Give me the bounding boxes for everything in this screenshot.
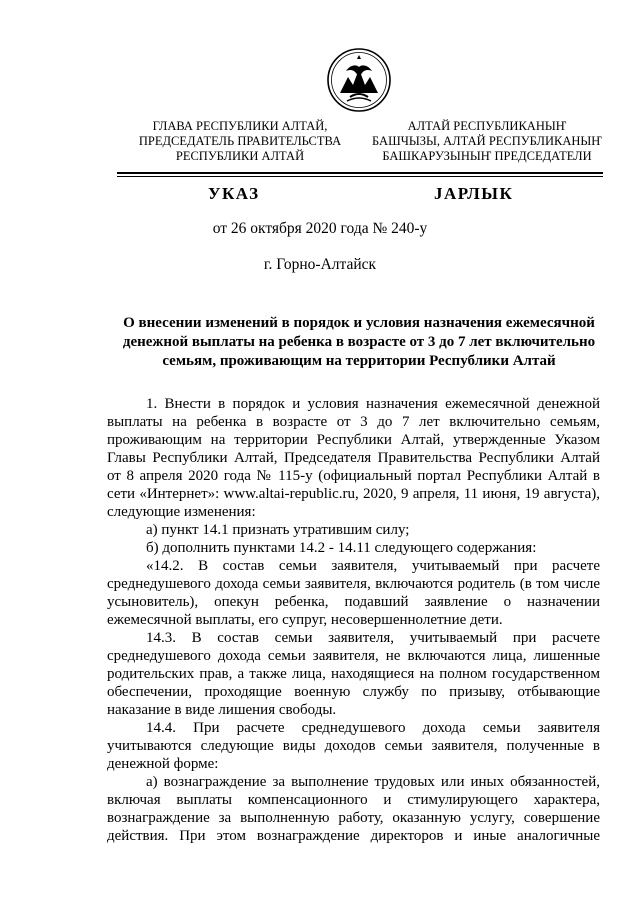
body-paragraph: б) дополнить пунктами 14.2 - 14.11 следующего содержания: — [146, 540, 537, 556]
decree-city: г. Горно-Алтайск — [263, 256, 377, 273]
body-paragraph: 1. Внести в порядок и условия назначения ежемесячной денежной выплаты на ребенка в возрасте от 3 до 7 лет включительно семьям, проживающим на территории Республики Алтай, утвержденные Указом Главы Республики Алтай, Председателя Правительства Республики Алтай от 8 апреля 2020 года № 115-у (официальный портал Республики Алтай в сети «Интернет»: www.altai-republic.ru, 2020, 9 апреля, 11 июня, 19 августа), следующие изменения: — [107, 396, 600, 520]
altai-republic-emblem-icon — [326, 47, 392, 113]
header-divider-thin — [117, 176, 603, 177]
header-right-line: БАШКАРУЗЫНЫҤ ПРЕДСЕДАТЕЛИ — [382, 149, 592, 163]
body-paragraph: 14.3. В состав семьи заявителя, учитываемый при расчете среднедушевого дохода семьи заявителя, не включаются лица, лишенные родительских прав, а также лица, находящиеся на полном государственном обеспечении, проходящие военную службу по призыву, отбывающие наказание в виде лишения свободы. — [107, 630, 600, 718]
body-paragraph: 14.4. При расчете среднедушевого дохода семьи заявителя учитываются следующие виды доходов семьи заявителя, полученные в денежной форме: — [107, 720, 600, 772]
decree-date-number: от 26 октября 2020 года № 240-у — [212, 220, 428, 237]
decree-type-altai: JАРЛЫК — [434, 184, 514, 203]
header-right-line: АЛТАЙ РЕСПУБЛИКАНЫҤ — [407, 119, 567, 133]
body-paragraph: а) пункт 14.1 признать утратившим силу; — [146, 522, 410, 538]
decree-type-russian: УКАЗ — [208, 184, 260, 203]
header-left-line: ПРЕДСЕДАТЕЛЬ ПРАВИТЕЛЬСТВА — [138, 134, 342, 148]
decree-body — [107, 395, 600, 845]
issuer-header-russian — [110, 119, 370, 164]
issuer-header-altai — [352, 119, 622, 164]
body-paragraph: «14.2. В состав семьи заявителя, учитываемый при расчете среднедушевого дохода семьи заявителя, включаются родитель (в том числе усыновитель), опекун ребенка, подавший заявление о назначении ежемесячной выплаты, его супруг, несовершеннолетние дети. — [107, 558, 600, 628]
decree-heading: О внесении изменений в порядок и условия назначения ежемесячной денежной выплаты на ребенка в возрасте от 3 до 7 лет включительно семьям, проживающим на территории Республики Алтай — [122, 315, 596, 369]
header-right-line: БАШЧЫЗЫ, АЛТАЙ РЕСПУБЛИКАНЫҤ — [372, 134, 602, 148]
header-left-line: ГЛАВА РЕСПУБЛИКИ АЛТАЙ, — [152, 119, 328, 133]
body-paragraph: а) вознаграждение за выполнение трудовых или иных обязанностей, включая выплаты компенсационного и стимулирующего характера, вознаграждение за выполненную работу, оказанную услугу, совершение действия. При этом вознаграждение директоров и иные аналогичные — [107, 774, 600, 844]
header-left-line: РЕСПУБЛИКИ АЛТАЙ — [175, 149, 305, 163]
header-divider — [117, 172, 603, 174]
